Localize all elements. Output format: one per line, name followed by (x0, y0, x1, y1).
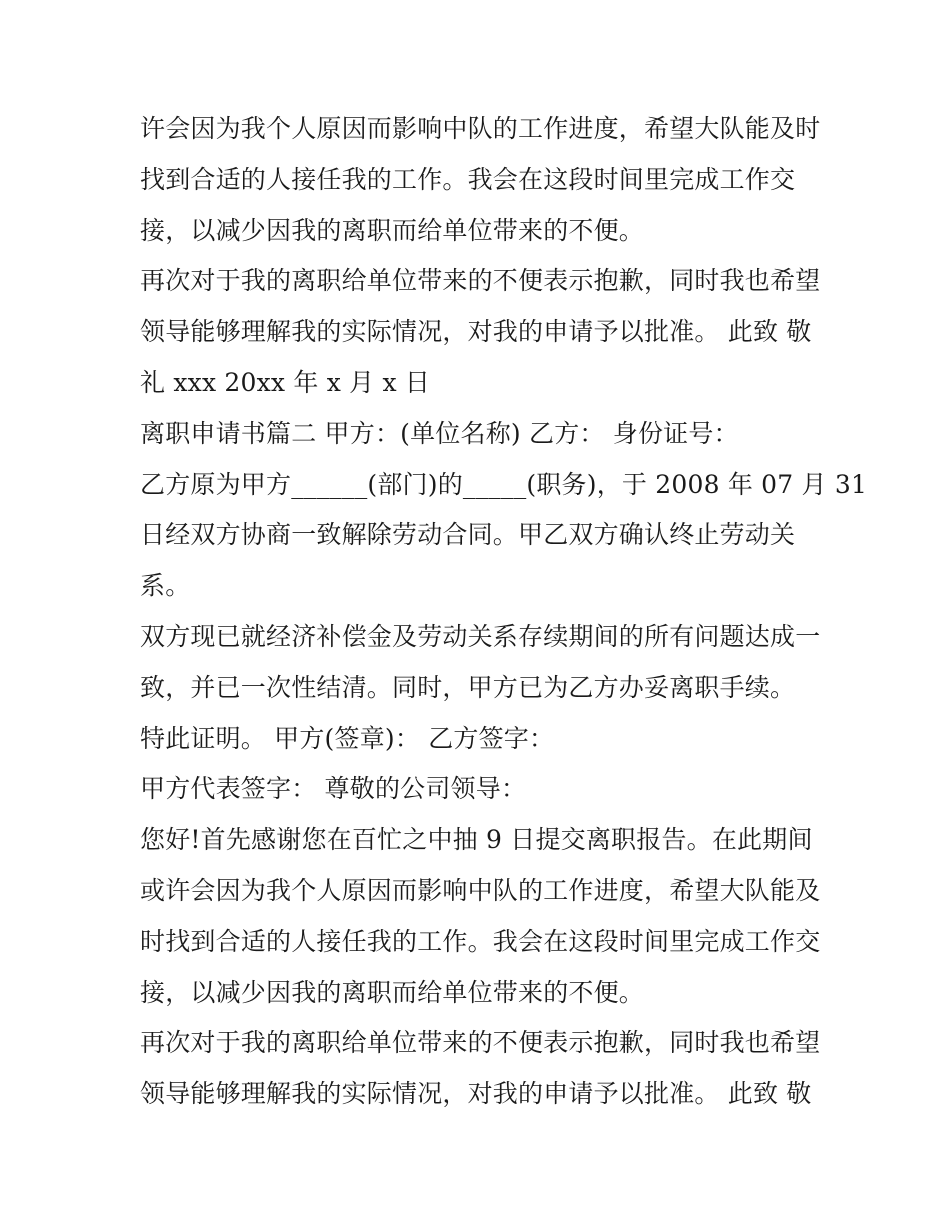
text-line: 再次对于我的离职给单位带来的不便表示抱歉，同时我也希望 (140, 1028, 821, 1058)
text-line: 许会因为我个人原因而影响中队的工作进度，希望大队能及时 (140, 114, 821, 143)
text-line: 您好!首先感谢您在百忙之中抽 9 日提交离职报告。在此期间 (140, 825, 813, 855)
text-line: 乙方原为甲方______(部门)的_____(职务)，于 2008 年 07 月 31 (140, 469, 868, 499)
text-line: 双方现已就经济补偿金及劳动关系存续期间的所有问题达成一 (140, 621, 821, 651)
text-line: 日经双方协商一致解除劳动合同。甲乙双方确认终止劳动关 (140, 520, 796, 550)
text-line: 或许会因为我个人原因而影响中队的工作进度，希望大队能及 (140, 875, 821, 905)
text-line: 甲方代表签字： 尊敬的公司领导： (140, 774, 527, 804)
text-line: 礼 xxx 20xx 年 x 月 x 日 (140, 367, 431, 397)
text-line: 找到合适的人接任我的工作。我会在这段时间里完成工作交 (140, 164, 796, 194)
text-line: 再次对于我的离职给单位带来的不便表示抱歉，同时我也希望 (140, 266, 821, 296)
document-body (140, 104, 868, 1120)
text-line: 致，并已一次性结清。同时，甲方已为乙方办妥离职手续。 (140, 672, 796, 702)
text-line: 特此证明。 甲方(签章)： 乙方签字： (140, 723, 555, 753)
text-line: 接，以减少因我的离职而给单位带来的不便。 (140, 215, 645, 245)
text-line: 时找到合适的人接任我的工作。我会在这段时间里完成工作交 (140, 926, 821, 956)
text-line: 系。 (140, 571, 191, 601)
text-line: 接，以减少因我的离职而给单位带来的不便。 (140, 977, 645, 1007)
text-line: 领导能够理解我的实际情况，对我的申请予以批准。 此致 敬 (140, 317, 812, 347)
text-line: 离职申请书篇二 甲方：(单位名称) 乙方： 身份证号： (140, 418, 739, 448)
text-line: 领导能够理解我的实际情况，对我的申请予以批准。 此致 敬 (140, 1079, 812, 1109)
